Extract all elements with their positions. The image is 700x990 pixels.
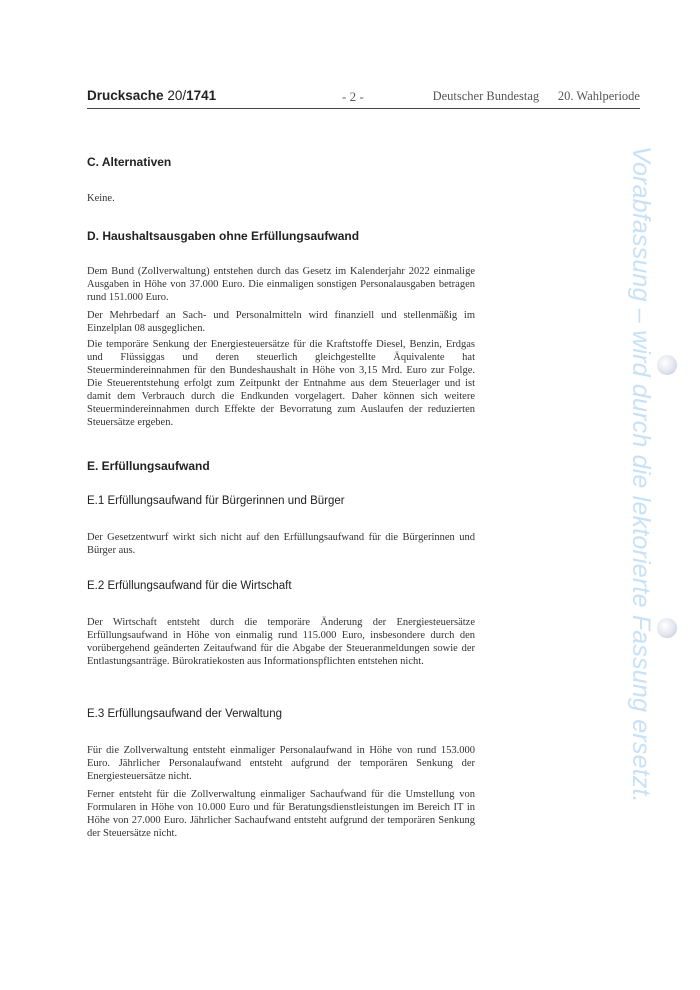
paragraph-e3-1: Für die Zollverwaltung entsteht einmaliger Personalaufwand in Höhe von rund 153.000 Euro. Jährlicher Personalaufwand entsteht aufgrund der temporären Senkung der Energiesteuersätze nicht. (87, 745, 475, 782)
paragraph-d1: Dem Bund (Zollverwaltung) entstehen durch das Gesetz im Kalenderjahr 2022 einmalige Ausgaben in Höhe von 37.000 Euro. Die einmaligen sonstigen Personalausgaben betragen rund 151.000 Euro. (87, 266, 475, 303)
page-header (87, 86, 640, 109)
page-number: - 2 - (342, 89, 364, 104)
paragraph-e3-2: Ferner entsteht für die Zollverwaltung einmaliger Sachaufwand für die Umstellung von Formularen in Höhe von 10.000 Euro und für Beratungsdienstleistungen im Bereich IT in Höhe von 27.000 Euro. Jährlicher Sachaufwand entsteht aufgrund der temporären Senkung der Steuersätze nicht. (87, 789, 475, 839)
heading-e1: E.1 Erfüllungsaufwand für Bürgerinnen und Bürger (87, 495, 345, 507)
paragraph-d3: Die temporäre Senkung der Energiesteuersätze für die Kraftstoffe Diesel, Benzin, Erdgas und Flüssiggas und deren steuerlich gleichgestellte Äquivalente hat Steuermindereinnahmen für den Bundeshaushalt in Höhe von 3,15 Mrd. Euro zur Folge. Die Steuerentstehung erfolgt zum Zeitpunkt der Entnahme aus dem Steuerlager und ist damit dem Verbrauch durch die Endkunden vorgelagert. Daher können sich weitere Steuermindereinnahmen durch Effekte der Bevorratung zum Auslaufen der reduzierten Steuersätze ergeben. (87, 339, 475, 428)
punch-hole-upper (657, 355, 677, 375)
paragraph-e1: Der Gesetzentwurf wirkt sich nicht auf den Erfüllungsaufwand für die Bürgerinnen und Bürger aus. (87, 532, 475, 556)
heading-e2: E.2 Erfüllungsaufwand für die Wirtschaft (87, 580, 292, 592)
paragraph-e2: Der Wirtschaft entsteht durch die temporäre Änderung der Energiesteuersätze Erfüllungsaufwand in Höhe von einmalig rund 115.000 Euro, insbesondere durch den vorübergehend geänderten Zeitaufwand für die Abgabe der Steueranmeldungen sowie der Entlastungsanträge. Bürokratiekosten aus Informationspflichten entstehen nicht. (87, 617, 475, 667)
heading-d: D. Haushaltsausgaben ohne Erfüllungsaufwand (87, 229, 360, 243)
publisher: Deutscher Bundestag 20. Wahlperiode (432, 89, 640, 103)
punch-hole-lower (657, 618, 677, 638)
heading-c: C. Alternativen (87, 155, 172, 169)
paragraph-d2: Der Mehrbedarf an Sach- und Personalmitteln wird finanziell und stellenmäßig im Einzelplan 08 ausgeglichen. (87, 310, 475, 334)
document-number: Drucksache 20/1741 (87, 88, 217, 103)
heading-e: E. Erfüllungsaufwand (87, 459, 210, 473)
paragraph-c: Keine. (87, 193, 115, 204)
heading-e3: E.3 Erfüllungsaufwand der Verwaltung (87, 708, 282, 720)
